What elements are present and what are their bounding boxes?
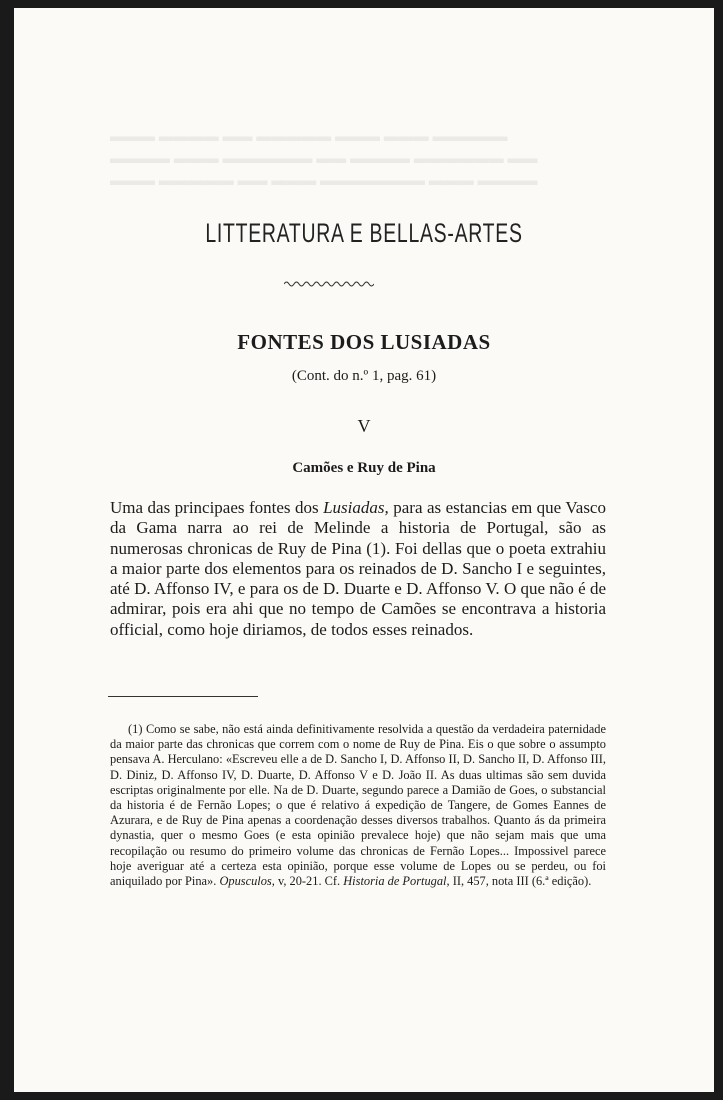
body-text-start: Uma das principaes fontes dos <box>110 498 324 517</box>
document-page <box>14 8 714 1092</box>
article-title: FONTES DOS LUSIADAS <box>237 330 491 354</box>
opusculos-italic: Opusculos, <box>219 874 275 889</box>
body-text-rest: para as estancias em que Vasco da Gama narra ao rei de Melinde a historia de Portugal, são as numerosas chronicas de Ruy de Pina (1). Foi dellas que o poeta extrahiu a maior parte dos elementos para os reinados de D. Sancho I e seguintes, até D. Affonso IV, e para os de D. Duarte e D. Affonso V. O que não é de admirar, pois era ahi que no tempo de Camões se encontrava a historia official, como hoje diriamos, de todos esses reinados. <box>110 498 606 639</box>
footnote-divider <box>108 696 258 697</box>
show-through-decoration: ▬▬▬ ▬▬▬▬ ▬▬ ▬▬▬▬▬ ▬▬▬ ▬▬▬ ▬▬▬▬▬ ▬▬▬▬ ▬▬▬ ▬▬▬▬▬▬ ▬▬ ▬▬▬▬ ▬▬▬▬▬▬ ▬▬ ▬▬▬ ▬▬▬▬▬ ▬▬ ▬▬▬ ▬▬▬▬▬▬▬ ▬▬▬ ▬▬▬▬ <box>110 129 538 189</box>
footnote-text-c: II, 457, nota III (6.ª edição). <box>449 874 592 889</box>
footnote-text-b: v, 20-21. Cf. <box>274 874 344 889</box>
footnote <box>110 722 606 889</box>
historia-italic: Historia de Portugal, <box>343 874 450 889</box>
footnote-text-a: (1) Como se sabe, não está ainda definitivamente resolvida a questão da verdadeira paternidade da maior parte das chronicas que correm com o nome de Ruy de Pina. Eis o que sobre o assumpto pensava A. Herculano: «Escreveu elle a de D. Sancho I, D. Affonso II, D. Sancho II, D. Affonso III, D. Diniz, D. Affonso IV, D. Duarte, D. Affonso V e D. João II. As duas ultimas são sem duvida escriptas originalmente por elle. Na de D. Duarte, segundo parece a Damião de Goes, o substancial da historia é de Fernão Lopes; o que é relativo á expedição de Tangere, de Gomes Eannes de Azurara, e de Ruy de Pina apenas a coordenação desses diversos trabalhos. Quanto ás da primeira dynastia, quer o mesmo Goes (e esta opinião prevalece hoje) que não sejam mais que uma recopilação ou resumo do primeiro volume das chronicas de Fernão Lopes... Impossivel parece hoje averiguar até a certeza esta opinião, porque esse volume de Lopes ou se perdeu, ou foi aniquilado por Pina». <box>110 722 606 889</box>
section-number: V <box>357 416 371 436</box>
wavy-rule-ornament <box>284 278 374 290</box>
lusiadas-italic: Lusiadas, <box>323 498 389 517</box>
section-header-title: LITTERATURA E BELLAS-ARTES <box>205 218 523 248</box>
body-paragraph <box>110 498 606 640</box>
section-title: Camões e Ruy de Pina <box>292 460 436 476</box>
article-subtitle: (Cont. do n.º 1, pag. 61) <box>291 368 437 384</box>
